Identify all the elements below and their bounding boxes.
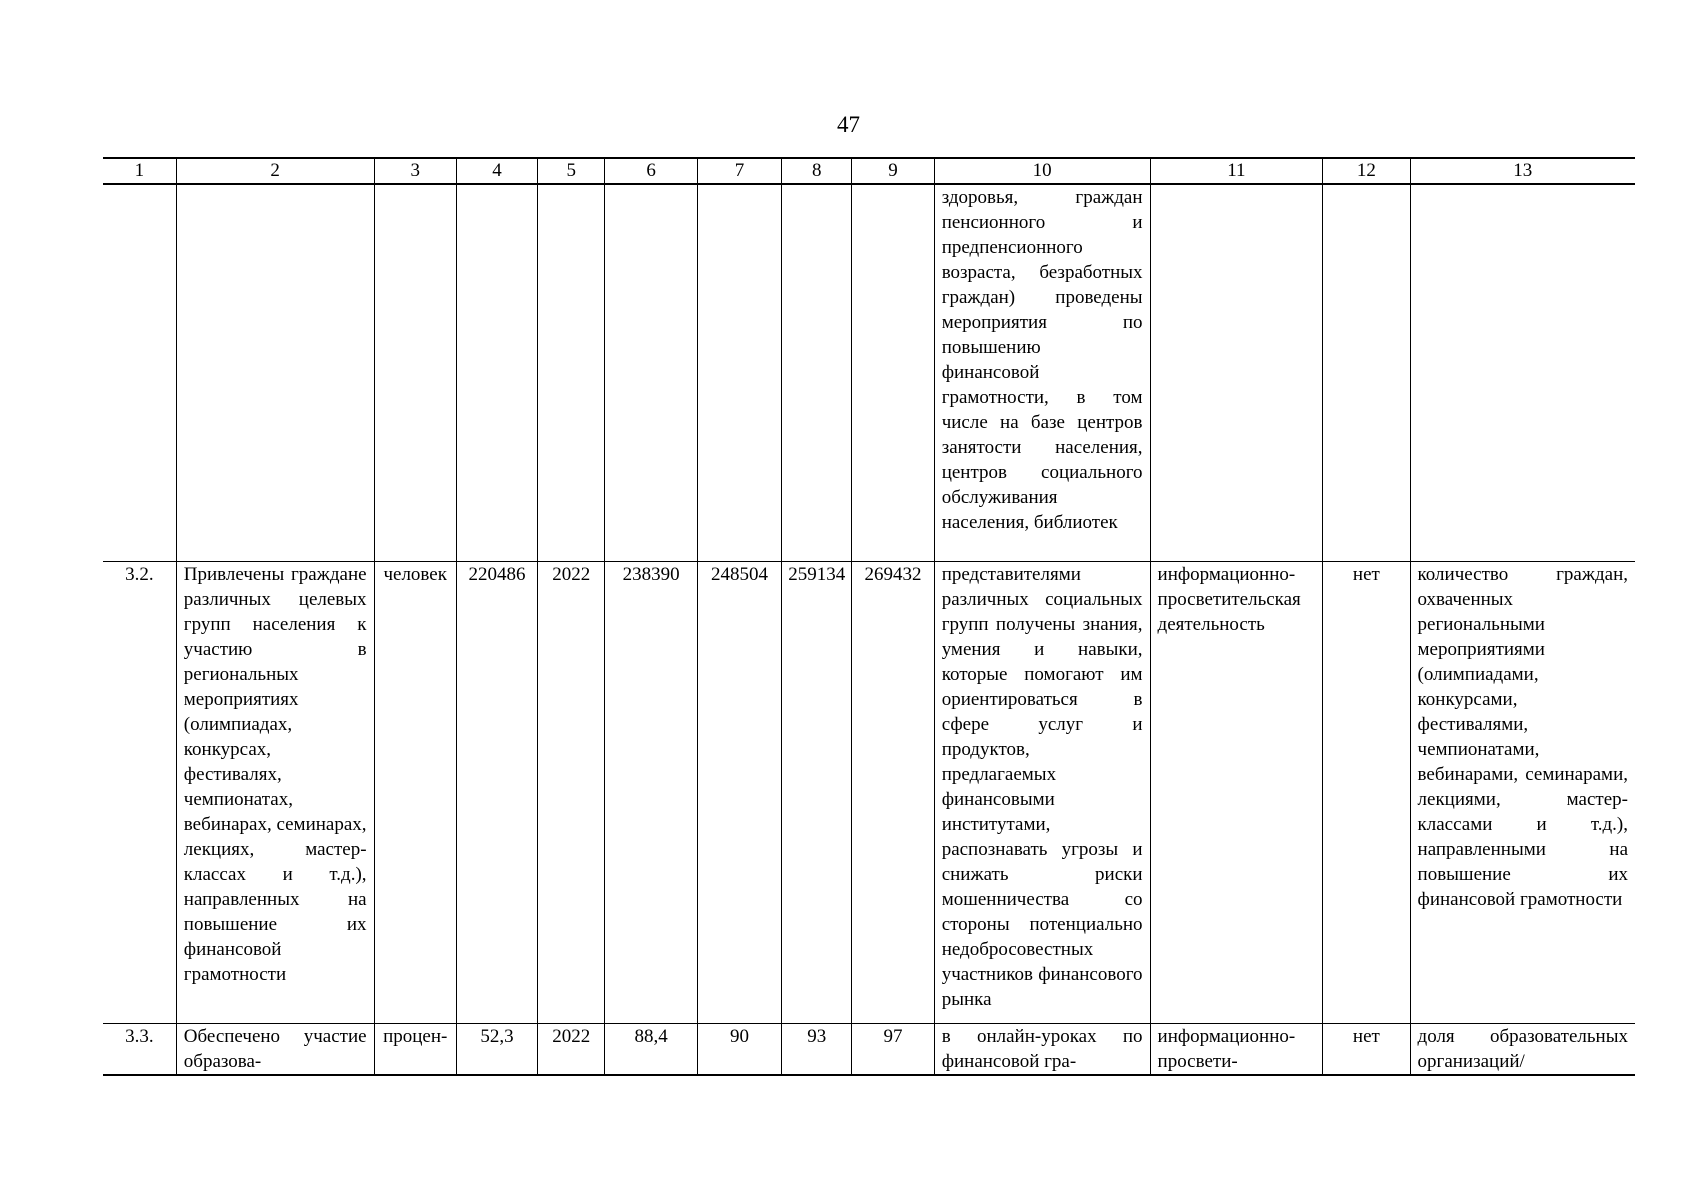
cell-name: Привлечены граждане различных целевых групп населения к участию в региональных мероприятиях (олимпиадах, конкурсах, фестивалях, чемпионатах, вебинарах, семинарах, лекциях, мастер-классах и т.д.), направленных на повышение их финансовой грамотности xyxy=(176,561,374,1023)
cell-value-8: 93 xyxy=(782,1023,852,1075)
cell-value-7 xyxy=(697,184,781,561)
column-header: 7 xyxy=(697,158,781,184)
cell-number xyxy=(103,184,176,561)
cell-name: Обеспечено участие образова- xyxy=(176,1023,374,1075)
column-header: 11 xyxy=(1150,158,1323,184)
cell-base-value xyxy=(456,184,537,561)
column-header: 3 xyxy=(374,158,456,184)
cell-flag xyxy=(1323,184,1410,561)
cell-base-year: 2022 xyxy=(538,561,605,1023)
cell-result: представителями различных социальных групп получены знания, умения и навыки, которые помогают им ориентироваться в сфере услуг и продуктов, предлагаемых финансовыми институтами, распознавать угрозы и снижать риски мошенничества со стороны потенциально недобросовестных участников финансового рынка xyxy=(934,561,1150,1023)
indicators-table xyxy=(103,157,1635,1076)
cell-value-9 xyxy=(852,184,934,561)
column-header: 4 xyxy=(456,158,537,184)
cell-flag: нет xyxy=(1323,561,1410,1023)
column-header: 9 xyxy=(852,158,934,184)
table-row xyxy=(103,1023,1635,1075)
table-header-row xyxy=(103,158,1635,184)
cell-name xyxy=(176,184,374,561)
cell-unit: человек xyxy=(374,561,456,1023)
cell-value-6: 238390 xyxy=(605,561,697,1023)
cell-value-8 xyxy=(782,184,852,561)
column-header: 5 xyxy=(538,158,605,184)
cell-number: 3.2. xyxy=(103,561,176,1023)
cell-base-value: 52,3 xyxy=(456,1023,537,1075)
cell-base-year xyxy=(538,184,605,561)
cell-value-9: 97 xyxy=(852,1023,934,1075)
cell-value-6: 88,4 xyxy=(605,1023,697,1075)
column-header: 12 xyxy=(1323,158,1410,184)
page-number: 47 xyxy=(837,112,860,137)
cell-type xyxy=(1150,184,1323,561)
cell-result: в онлайн-уроках по финансовой гра- xyxy=(934,1023,1150,1075)
cell-flag: нет xyxy=(1323,1023,1410,1075)
column-header: 1 xyxy=(103,158,176,184)
column-header: 10 xyxy=(934,158,1150,184)
cell-unit xyxy=(374,184,456,561)
cell-value-7: 90 xyxy=(697,1023,781,1075)
cell-base-value: 220486 xyxy=(456,561,537,1023)
column-header: 6 xyxy=(605,158,697,184)
column-header: 8 xyxy=(782,158,852,184)
cell-base-year: 2022 xyxy=(538,1023,605,1075)
column-header: 2 xyxy=(176,158,374,184)
cell-number: 3.3. xyxy=(103,1023,176,1075)
cell-value-9: 269432 xyxy=(852,561,934,1023)
cell-result: здоровья, граждан пенсионного и предпенсионного возраста, безработных граждан) проведены мероприятия по повышению финансовой грамотности, в том числе на базе центров занятости населения, центров социального обслуживания населения, библиотек xyxy=(934,184,1150,561)
cell-type: информационно-просвети- xyxy=(1150,1023,1323,1075)
cell-value-7: 248504 xyxy=(697,561,781,1023)
table-row xyxy=(103,561,1635,1023)
cell-type: информационно-просветительская деятельность xyxy=(1150,561,1323,1023)
cell-description: доля образовательных организаций/ xyxy=(1410,1023,1635,1075)
column-header: 13 xyxy=(1410,158,1635,184)
cell-description: количество граждан, охваченных региональными мероприятиями (олимпиадами, конкурсами, фестивалями, чемпионатами, вебинарами, семинарами, лекциями, мастер-классами и т.д.), направленными на повышение их финансовой грамотности xyxy=(1410,561,1635,1023)
table-row-continuation xyxy=(103,184,1635,561)
cell-description xyxy=(1410,184,1635,561)
cell-value-8: 259134 xyxy=(782,561,852,1023)
cell-unit: процен- xyxy=(374,1023,456,1075)
cell-value-6 xyxy=(605,184,697,561)
